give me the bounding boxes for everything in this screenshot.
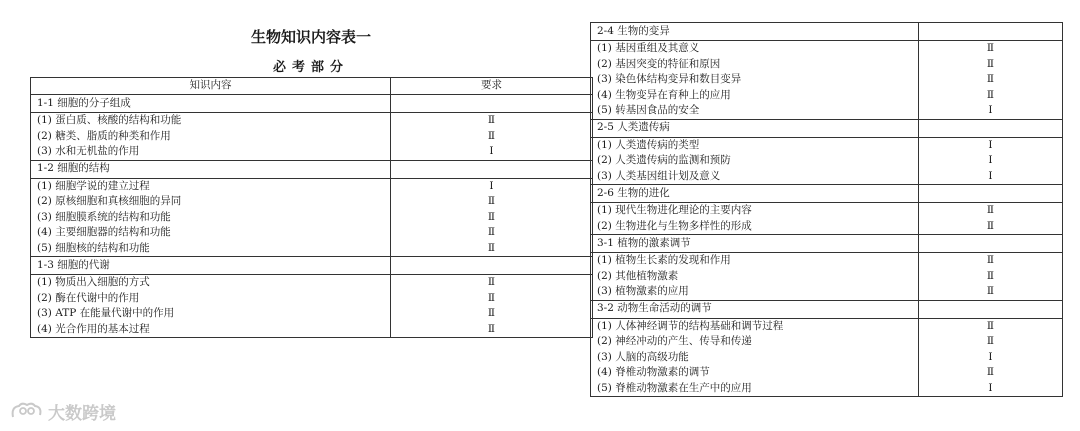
eye-cloud-logo-icon	[10, 401, 44, 421]
item-requirement: Ⅰ	[391, 178, 593, 194]
item-text: (1) 现代生物进化理论的主要内容	[591, 203, 919, 219]
section-heading-req-cell	[391, 257, 593, 275]
knowledge-table-right	[590, 22, 1063, 397]
section-heading-row	[591, 119, 1063, 137]
section-heading-req-cell	[919, 300, 1063, 318]
item-requirement: Ⅰ	[919, 137, 1063, 153]
table-row	[591, 284, 1063, 300]
watermark	[10, 399, 116, 423]
section-heading-req-cell	[391, 160, 593, 178]
table-row	[31, 210, 593, 226]
item-text: (5) 脊椎动物激素在生产中的应用	[591, 381, 919, 397]
watermark-text: 大数跨境	[48, 403, 116, 424]
item-text: (1) 人体神经调节的结构基础和调节过程	[591, 318, 919, 334]
table-header-row	[31, 78, 593, 95]
section-heading-row	[591, 185, 1063, 203]
section-heading: 3-1 植物的激素调节	[591, 235, 919, 253]
item-requirement: Ⅱ	[391, 291, 593, 307]
table-row	[31, 178, 593, 194]
table-row	[31, 129, 593, 145]
table-row	[591, 318, 1063, 334]
table-row	[591, 381, 1063, 397]
item-requirement: Ⅰ	[919, 103, 1063, 119]
item-text: (1) 物质出入细胞的方式	[31, 275, 391, 291]
table-row	[591, 137, 1063, 153]
section-heading-row	[31, 257, 593, 275]
item-text: (4) 光合作用的基本过程	[31, 322, 391, 338]
item-text: (1) 植物生长素的发现和作用	[591, 253, 919, 269]
item-text: (3) 植物激素的应用	[591, 284, 919, 300]
item-requirement: Ⅱ	[391, 194, 593, 210]
header-requirement: 要求	[391, 78, 593, 95]
table-row	[31, 113, 593, 129]
item-requirement: Ⅰ	[919, 350, 1063, 366]
section-heading-row	[31, 95, 593, 113]
item-text: (5) 细胞核的结构和功能	[31, 241, 391, 257]
item-requirement: Ⅱ	[919, 72, 1063, 88]
item-text: (1) 基因重组及其意义	[591, 41, 919, 57]
item-requirement: Ⅰ	[919, 169, 1063, 185]
table-row	[31, 291, 593, 307]
table-row	[591, 169, 1063, 185]
section-heading-req-cell	[919, 235, 1063, 253]
item-text: (2) 其他植物激素	[591, 269, 919, 285]
item-requirement: Ⅰ	[919, 153, 1063, 169]
table-row	[31, 225, 593, 241]
item-text: (1) 人类遗传病的类型	[591, 137, 919, 153]
item-text: (3) 人脑的高级功能	[591, 350, 919, 366]
item-requirement: Ⅱ	[391, 129, 593, 145]
table-row	[591, 57, 1063, 73]
item-text: (2) 酶在代谢中的作用	[31, 291, 391, 307]
table-row	[31, 194, 593, 210]
item-requirement: Ⅱ	[919, 57, 1063, 73]
item-requirement: Ⅱ	[919, 253, 1063, 269]
page-title: 生物知识内容表一	[250, 28, 371, 46]
item-text: (2) 人类遗传病的监测和预防	[591, 153, 919, 169]
table-row	[31, 306, 593, 322]
item-text: (4) 脊椎动物激素的调节	[591, 365, 919, 381]
section-heading: 2-4 生物的变异	[591, 23, 919, 41]
page-subtitle: 必考部分	[272, 60, 349, 75]
item-requirement: Ⅱ	[391, 275, 593, 291]
item-text: (3) 细胞膜系统的结构和功能	[31, 210, 391, 226]
item-requirement: Ⅱ	[919, 41, 1063, 57]
section-heading-row	[591, 300, 1063, 318]
item-text: (2) 生物进化与生物多样性的形成	[591, 219, 919, 235]
table-row	[591, 365, 1063, 381]
section-heading-req-cell	[919, 23, 1063, 41]
knowledge-table-left	[30, 77, 593, 338]
table-row	[591, 203, 1063, 219]
item-requirement: Ⅱ	[391, 113, 593, 129]
section-heading: 2-5 人类遗传病	[591, 119, 919, 137]
section-heading: 1-3 细胞的代谢	[31, 257, 391, 275]
table-row	[591, 219, 1063, 235]
table-row	[31, 275, 593, 291]
item-text: (3) 染色体结构变异和数目变异	[591, 72, 919, 88]
item-text: (2) 原核细胞和真核细胞的异同	[31, 194, 391, 210]
section-heading-req-cell	[919, 185, 1063, 203]
section-heading: 1-2 细胞的结构	[31, 160, 391, 178]
item-requirement: Ⅱ	[919, 88, 1063, 104]
item-text: (2) 基因突变的特征和原因	[591, 57, 919, 73]
section-heading-row	[591, 23, 1063, 41]
table-row	[591, 153, 1063, 169]
table-row	[31, 241, 593, 257]
item-requirement: Ⅱ	[391, 306, 593, 322]
item-text: (1) 蛋白质、核酸的结构和功能	[31, 113, 391, 129]
item-requirement: Ⅱ	[919, 203, 1063, 219]
item-text: (1) 细胞学说的建立过程	[31, 178, 391, 194]
table-row	[31, 144, 593, 160]
item-requirement: Ⅱ	[919, 318, 1063, 334]
item-requirement: Ⅱ	[919, 334, 1063, 350]
table-row	[591, 72, 1063, 88]
item-requirement: Ⅱ	[919, 365, 1063, 381]
item-requirement: Ⅱ	[919, 269, 1063, 285]
section-heading-req-cell	[391, 95, 593, 113]
table-row	[591, 41, 1063, 57]
table-row	[591, 269, 1063, 285]
section-heading: 2-6 生物的进化	[591, 185, 919, 203]
item-text: (4) 主要细胞器的结构和功能	[31, 225, 391, 241]
section-heading-req-cell	[919, 119, 1063, 137]
item-requirement: Ⅱ	[391, 241, 593, 257]
item-text: (5) 转基因食品的安全	[591, 103, 919, 119]
table-row	[591, 253, 1063, 269]
item-text: (2) 糖类、脂质的种类和作用	[31, 129, 391, 145]
item-requirement: Ⅱ	[391, 225, 593, 241]
section-heading-row	[31, 160, 593, 178]
item-requirement: Ⅰ	[391, 144, 593, 160]
item-text: (3) ATP 在能量代谢中的作用	[31, 306, 391, 322]
item-text: (2) 神经冲动的产生、传导和传递	[591, 334, 919, 350]
item-text: (4) 生物变异在育种上的应用	[591, 88, 919, 104]
table-row	[591, 350, 1063, 366]
table-row	[591, 88, 1063, 104]
item-text: (3) 人类基因组计划及意义	[591, 169, 919, 185]
section-heading: 3-2 动物生命活动的调节	[591, 300, 919, 318]
item-requirement: Ⅰ	[919, 381, 1063, 397]
header-content: 知识内容	[31, 78, 391, 95]
item-text: (3) 水和无机盐的作用	[31, 144, 391, 160]
item-requirement: Ⅱ	[391, 322, 593, 338]
table-row	[591, 103, 1063, 119]
table-row	[31, 322, 593, 338]
section-heading: 1-1 细胞的分子组成	[31, 95, 391, 113]
section-heading-row	[591, 235, 1063, 253]
item-requirement: Ⅱ	[919, 219, 1063, 235]
table-row	[591, 334, 1063, 350]
item-requirement: Ⅱ	[919, 284, 1063, 300]
item-requirement: Ⅱ	[391, 210, 593, 226]
